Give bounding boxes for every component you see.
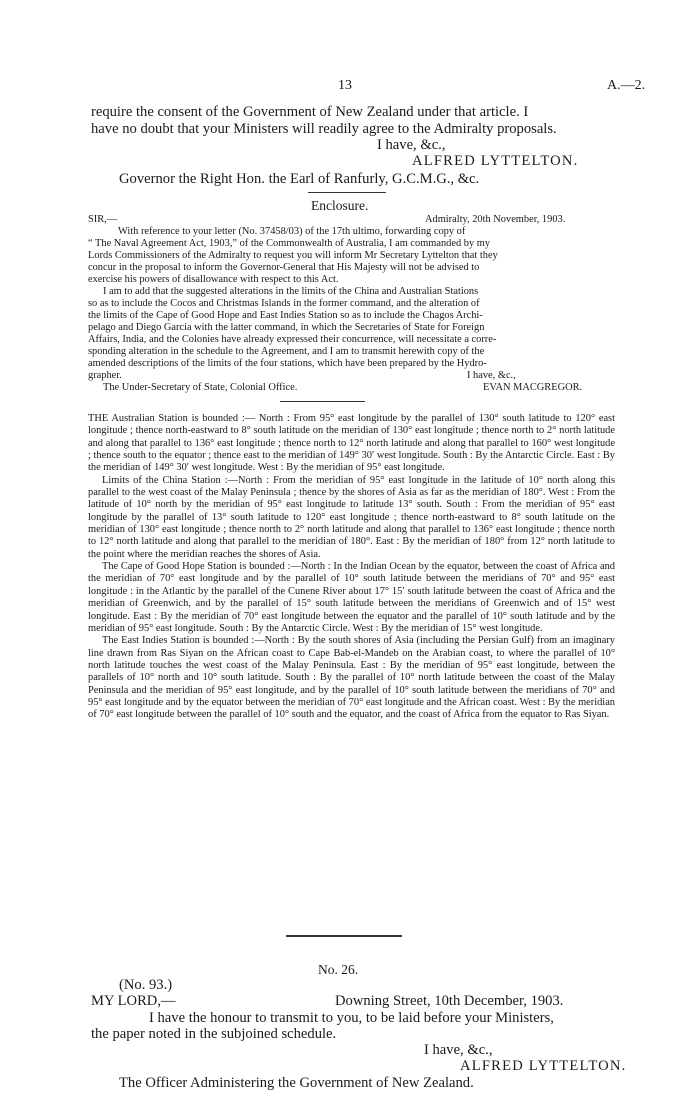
divider-short <box>308 192 386 193</box>
page-number: 13 <box>338 78 352 93</box>
letter2-ref: (No. 93.) <box>119 977 173 993</box>
letter2-place-date: Downing Street, 10th December, 1903. <box>335 993 564 1009</box>
enclosure-last-line: grapher. <box>88 370 122 381</box>
enclosure-para1-line4: concur in the proposal to inform the Governor-General that His Majesty will not be advised to <box>88 262 480 273</box>
australian-station-para: THE Australian Station is bounded :— North : From 95° east longitude by the parallel of 130° south latitude to 120° east longitude ; thence north-eastward to 8° south latitude on the meridian of 130° east longitude ; thence north to 2° north latitude and along that parallel to 136° east longitude ; thence north to 12° north latitude and along that parallel to 160° west longitude ; thence south to the equator ; thence east to the meridian of 149° 30′ west longitude. South : By the Antarctic Circle. East : By the meridian of 149° 30′ west longitude. West : By the meridian of 95° east longitude. <box>88 413 615 474</box>
enclosure-title: Enclosure. <box>311 198 369 213</box>
enclosure-para2-line2: so as to include the Cocos and Christmas Islands in the former command, and the alteration of <box>88 298 480 309</box>
divider-enclosure <box>280 401 365 402</box>
letter2-body-line1: I have the honour to transmit to you, to be laid before your Ministers, <box>149 1010 554 1026</box>
enclosure-recipient: The Under-Secretary of State, Colonial Office. <box>103 382 298 393</box>
enclosure-para2-line4: pelago and Diego Garcia with the latter command, in which the Secretaries of State for Foreign <box>88 322 485 333</box>
letter2-closing: I have, &c., <box>424 1042 493 1058</box>
enclosure-closing: I have, &c., <box>467 370 516 381</box>
enclosure-signature: EVAN MACGREGOR. <box>483 382 583 393</box>
enclosure-place-date: Admiralty, 20th November, 1903. <box>425 214 566 225</box>
enclosure-para2-line6: sponding alteration in the schedule to the Agreement, and I am to transmit herewith copy of the <box>88 346 485 357</box>
letter2-body-line2: the paper noted in the subjoined schedule. <box>91 1026 337 1042</box>
enclosure-salutation: SIR,— <box>88 214 118 225</box>
station-limits <box>88 413 615 722</box>
enclosure-para1-line1: With reference to your letter (No. 37458/03) of the 17th ultimo, forwarding copy of <box>118 226 466 237</box>
letter1-addressee: Governor the Right Hon. the Earl of Ranfurly, G.C.M.G., &c. <box>119 171 480 187</box>
cape-station-para: The Cape of Good Hope Station is bounded :—North : In the Indian Ocean by the equator, between the coast of Africa and the meridian of 70° east longitude and by the parallel of 10° south latitude between the meridians of 70° and 95° east longitude : in the Atlantic by the parallel of the Cunene River about 17° 15′ south latitude between the coast of Africa and the meridian of Greenwich, and by the parallel of 15° south latitude between the meridians of Greenwich and of 15° west longitude. East : By the meridian of 70° east longitude between the equator and the parallel of 10° south latitude and by the meridian of 95° east longitude. South : By the Antarctic Circle. West : By the meridian of 15° west longitude. <box>88 561 615 634</box>
letter1-line2: have no doubt that your Ministers will readily agree to the Admiralty proposals. <box>91 121 557 137</box>
letter1-closing: I have, &c., <box>377 137 446 153</box>
enclosure-para2-line7: amended descriptions of the limits of the four stations, which have been prepared by the Hydro- <box>88 358 487 369</box>
enclosure-para1-line2: “ The Naval Agreement Act, 1903,” of the Commonwealth of Australia, I am commanded by my <box>88 238 491 249</box>
letter1-signature: ALFRED LYTTELTON. <box>412 153 579 169</box>
letter2-addressee: The Officer Administering the Government of New Zealand. <box>119 1075 474 1091</box>
enclosure-para1-line5: exercise his powers of disallowance with respect to this Act. <box>88 274 339 285</box>
document-code: A.—2. <box>607 78 646 93</box>
enclosure-para2-line5: Affairs, India, and the Colonies have already expressed their concurrence, will necessitate a corre- <box>88 334 497 345</box>
divider-thick <box>286 935 402 937</box>
enclosure-para2-line1: I am to add that the suggested alterations in the limits of the China and Australian Stations <box>103 286 479 297</box>
enclosure-para2-line3: the limits of the Cape of Good Hope and East Indies Station so as to include the Chagos Archi- <box>88 310 483 321</box>
china-station-para: Limits of the China Station :—North : From the meridian of 95° east longitude in the latitude of 10° north along this parallel to the west coast of the Malay Peninsula ; thence by the shores of Asia as far as the meridian of 180°. West : From the latitude of 10° north by the meridian of 95° east longitude to latitude 13° south. South : From the meridian of 95° east longitude by the parallel of 13° south latitude to 120° east longitude ; thence north-eastward to 8° south latitude on the meridian of 130° east longitude ; thence north to 2° north latitude and along that parallel to 136° east longitude ; thence north to 12° north latitude and along that parallel to the meridian of 180°. East : By the meridian of 180° from 12° north latitude to the point where the meridian reaches the shores of Asia. <box>88 474 615 560</box>
letter1-line1: require the consent of the Government of New Zealand under that article. I <box>91 104 529 120</box>
letter2-signature: ALFRED LYTTELTON. <box>460 1058 627 1074</box>
letter2-salutation: MY LORD,— <box>91 993 176 1009</box>
enclosure-para1-line3: Lords Commissioners of the Admiralty to request you will inform Mr Secretary Lyttelton that they <box>88 250 498 261</box>
east-indies-station-para: The East Indies Station is bounded :—North : By the south shores of Asia (including the Persian Gulf) from an imaginary line drawn from Ras Siyan on the African coast to Cape Bab-el-Mandeb on the Arabian coast, to where the parallel of 10° north latitude touches the west coast of the Malay Peninsula. East : By the meridian of 95° east longitude, between the parallels of 10° north and 10° south latitude. South : By the parallel of 10° north latitude between the coast of the Malay Peninsula and the meridian of 95° east longitude, and by the parallel of 10° south latitude between the meridians of 70° and 95° east longitude and by the equator between the meridian of 70° east longitude and the African coast. West : By the meridian of 70° east longitude between the parallel of 10° south and the equator, and the coast of Africa from the equator to Ras Siyan. <box>88 635 615 721</box>
letter2-heading: No. 26. <box>318 962 359 977</box>
